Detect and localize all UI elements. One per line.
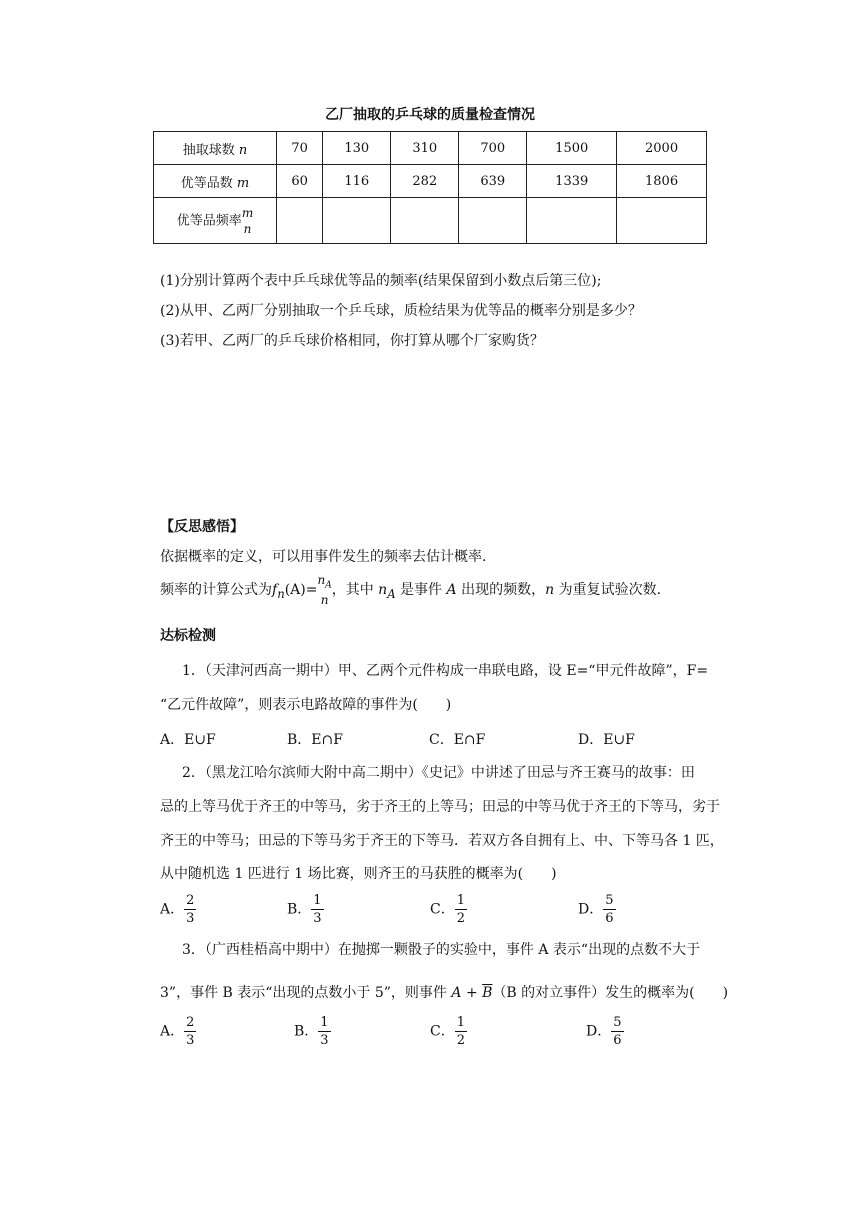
fraction-denominator: n <box>320 593 329 608</box>
row-header <box>154 165 277 198</box>
fraction-numerator: 5 <box>613 1015 622 1030</box>
test-heading: 达标检测 <box>160 628 216 644</box>
option-letter: C． <box>430 1023 455 1040</box>
table-cell: 282 <box>391 165 459 198</box>
table-row <box>154 132 707 165</box>
fraction-denominator: 3 <box>186 1033 195 1048</box>
fraction-numerator: 2 <box>186 893 195 908</box>
problem-1-option-c: C．E∩F <box>429 732 486 748</box>
row-header <box>154 132 277 165</box>
table-row <box>154 165 707 198</box>
table-row <box>154 198 707 244</box>
problem-3-text: 3”，事件 B 表示“出现的点数小于 5”，则事件 <box>160 985 452 1001</box>
problem-1-line-1: 1．（天津河西高一期中）甲、乙两个元件构成一串联电路，设 E=“甲元件故障”，F= <box>182 663 709 679</box>
reflection-line-2 <box>160 574 661 606</box>
table-title: 乙厂抽取的乒乓球的质量检查情况 <box>325 107 535 123</box>
fraction-denominator: 3 <box>320 1033 329 1048</box>
formula-text: ，其中 <box>331 582 379 599</box>
option-fraction <box>455 1016 467 1047</box>
row-variable: n <box>238 142 248 158</box>
problem-3-text: （B 的对立事件）发生的概率为( ) <box>492 985 729 1001</box>
fraction-numerator: 5 <box>605 893 614 908</box>
table-cell <box>617 198 707 244</box>
quality-table <box>153 131 707 244</box>
row-header <box>154 198 277 244</box>
fraction-denominator: 3 <box>313 911 322 926</box>
problem-3-option-c <box>430 1016 467 1047</box>
table-cell: 70 <box>277 132 323 165</box>
fraction-denominator: 2 <box>456 911 465 926</box>
table-cell <box>391 198 459 244</box>
option-letter: C． <box>430 901 455 918</box>
fraction-numerator: m <box>241 205 254 220</box>
fraction-denominator: 2 <box>456 1033 465 1048</box>
formula-prefix: 频率的计算公式为 <box>160 582 272 599</box>
option-fraction <box>318 1016 330 1047</box>
table-cell: 1806 <box>617 165 707 198</box>
problem-2-option-a <box>160 894 196 925</box>
formula-text: 出现的频数， <box>456 582 546 599</box>
problem-1-option-a: A．E∪F <box>160 732 216 748</box>
problem-2-option-d <box>578 894 616 925</box>
frequency-fraction <box>242 207 253 235</box>
fraction-numerator: 1 <box>456 1015 465 1030</box>
fraction-denominator: 6 <box>613 1033 622 1048</box>
option-fraction <box>455 894 467 925</box>
option-fraction <box>603 894 615 925</box>
table-cell <box>527 198 617 244</box>
expr-event-b-complement: $\overline{B}$ <box>482 985 493 1001</box>
problem-1-option-b: B．E∩F <box>287 732 343 748</box>
option-letter: D． <box>578 901 604 918</box>
question-3: (3)若甲、乙两厂的乒乓球价格相同，你打算从哪个厂家购货？ <box>160 333 544 349</box>
problem-2-line-4: 从中随机选 1 匹进行 1 场比赛，则齐王的马获胜的概率为( ) <box>160 866 557 882</box>
table-cell: 639 <box>459 165 527 198</box>
formula-var: n <box>378 582 388 599</box>
problem-3-line-2 <box>160 982 728 1002</box>
option-fraction <box>184 894 196 925</box>
problem-3-line-1: 3．（广西桂梧高中期中）在抛掷一颗骰子的实验中，事件 A 表示“出现的点数不大于 <box>182 942 701 958</box>
table-cell <box>459 198 527 244</box>
table-cell: 310 <box>391 132 459 165</box>
table-cell: 60 <box>277 165 323 198</box>
fraction-numerator: 1 <box>320 1015 329 1030</box>
row-label: 优等品数 <box>180 175 237 191</box>
table-cell: 130 <box>323 132 391 165</box>
formula-var: n <box>545 582 555 599</box>
problem-2-line-2: 忌的上等马优于齐王的中等马，劣于齐王的上等马；田忌的中等马优于齐王的下等马，劣于 <box>160 799 720 815</box>
problem-2-line-1: 2．（黑龙江哈尔滨师大附中高二期中）《史记》中讲述了田忌与齐王赛马的故事：田 <box>182 765 695 781</box>
fraction-numerator: 1 <box>456 893 465 908</box>
problem-3-option-d <box>586 1016 624 1047</box>
option-letter: A． <box>160 901 185 918</box>
table-cell <box>277 198 323 244</box>
option-letter: D． <box>586 1023 612 1040</box>
formula-subscript: n <box>277 586 285 601</box>
question-2: (2)从甲、乙两厂分别抽取一个乒乓球，质检结果为优等品的概率分别是多少？ <box>160 303 642 319</box>
option-letter: B． <box>287 901 312 918</box>
option-letter: B． <box>294 1023 319 1040</box>
problem-3-option-b <box>294 1016 331 1047</box>
option-letter: A． <box>160 1023 185 1040</box>
fraction-denominator: 6 <box>605 911 614 926</box>
problem-2-option-c <box>430 894 467 925</box>
problem-3-option-a <box>160 1016 196 1047</box>
fraction-numerator-subscript: A <box>325 580 332 591</box>
option-fraction <box>311 894 323 925</box>
problem-2-option-b <box>287 894 324 925</box>
table-cell: 700 <box>459 132 527 165</box>
formula-fraction <box>317 574 331 606</box>
problem-1-line-2: “乙元件故障”，则表示电路故障的事件为( ) <box>160 697 452 713</box>
table-cell: 1500 <box>527 132 617 165</box>
expr-plus: + <box>461 985 483 1001</box>
fraction-numerator: n <box>317 573 326 587</box>
expr-event-a: A <box>451 985 462 1001</box>
problem-2-line-3: 齐王的中等马；田忌的下等马劣于齐王的下等马．若双方各自拥有上、中、下等马各 1 匹， <box>160 833 724 849</box>
formula-text: 为重复试验次数. <box>554 582 662 599</box>
reflection-line-1: 依据概率的定义，可以用事件发生的频率去估计概率. <box>160 549 487 565</box>
fraction-denominator: n <box>243 221 252 236</box>
formula-argument: (A)= <box>284 582 318 599</box>
table-cell: 1339 <box>527 165 617 198</box>
formula-text: 是事件 <box>395 582 447 599</box>
fraction-denominator: 3 <box>186 911 195 926</box>
row-label: 优等品频率 <box>176 213 242 228</box>
formula-function: f <box>272 582 278 599</box>
table-cell: 2000 <box>617 132 707 165</box>
option-fraction <box>611 1016 623 1047</box>
problem-1-option-d: D．E∪F <box>578 732 635 748</box>
table-cell <box>323 198 391 244</box>
fraction-numerator: 1 <box>313 893 322 908</box>
formula-var-subscript: A <box>387 586 396 601</box>
formula-var: A <box>446 582 457 599</box>
row-label: 抽取球数 <box>182 142 239 158</box>
row-variable: m <box>236 175 250 191</box>
option-fraction <box>184 1016 196 1047</box>
fraction-numerator: 2 <box>186 1015 195 1030</box>
table-cell: 116 <box>323 165 391 198</box>
question-1: (1)分别计算两个表中乒乓球优等品的频率(结果保留到小数点后第三位); <box>160 273 602 289</box>
reflection-heading: 【反思感悟】 <box>160 519 244 535</box>
